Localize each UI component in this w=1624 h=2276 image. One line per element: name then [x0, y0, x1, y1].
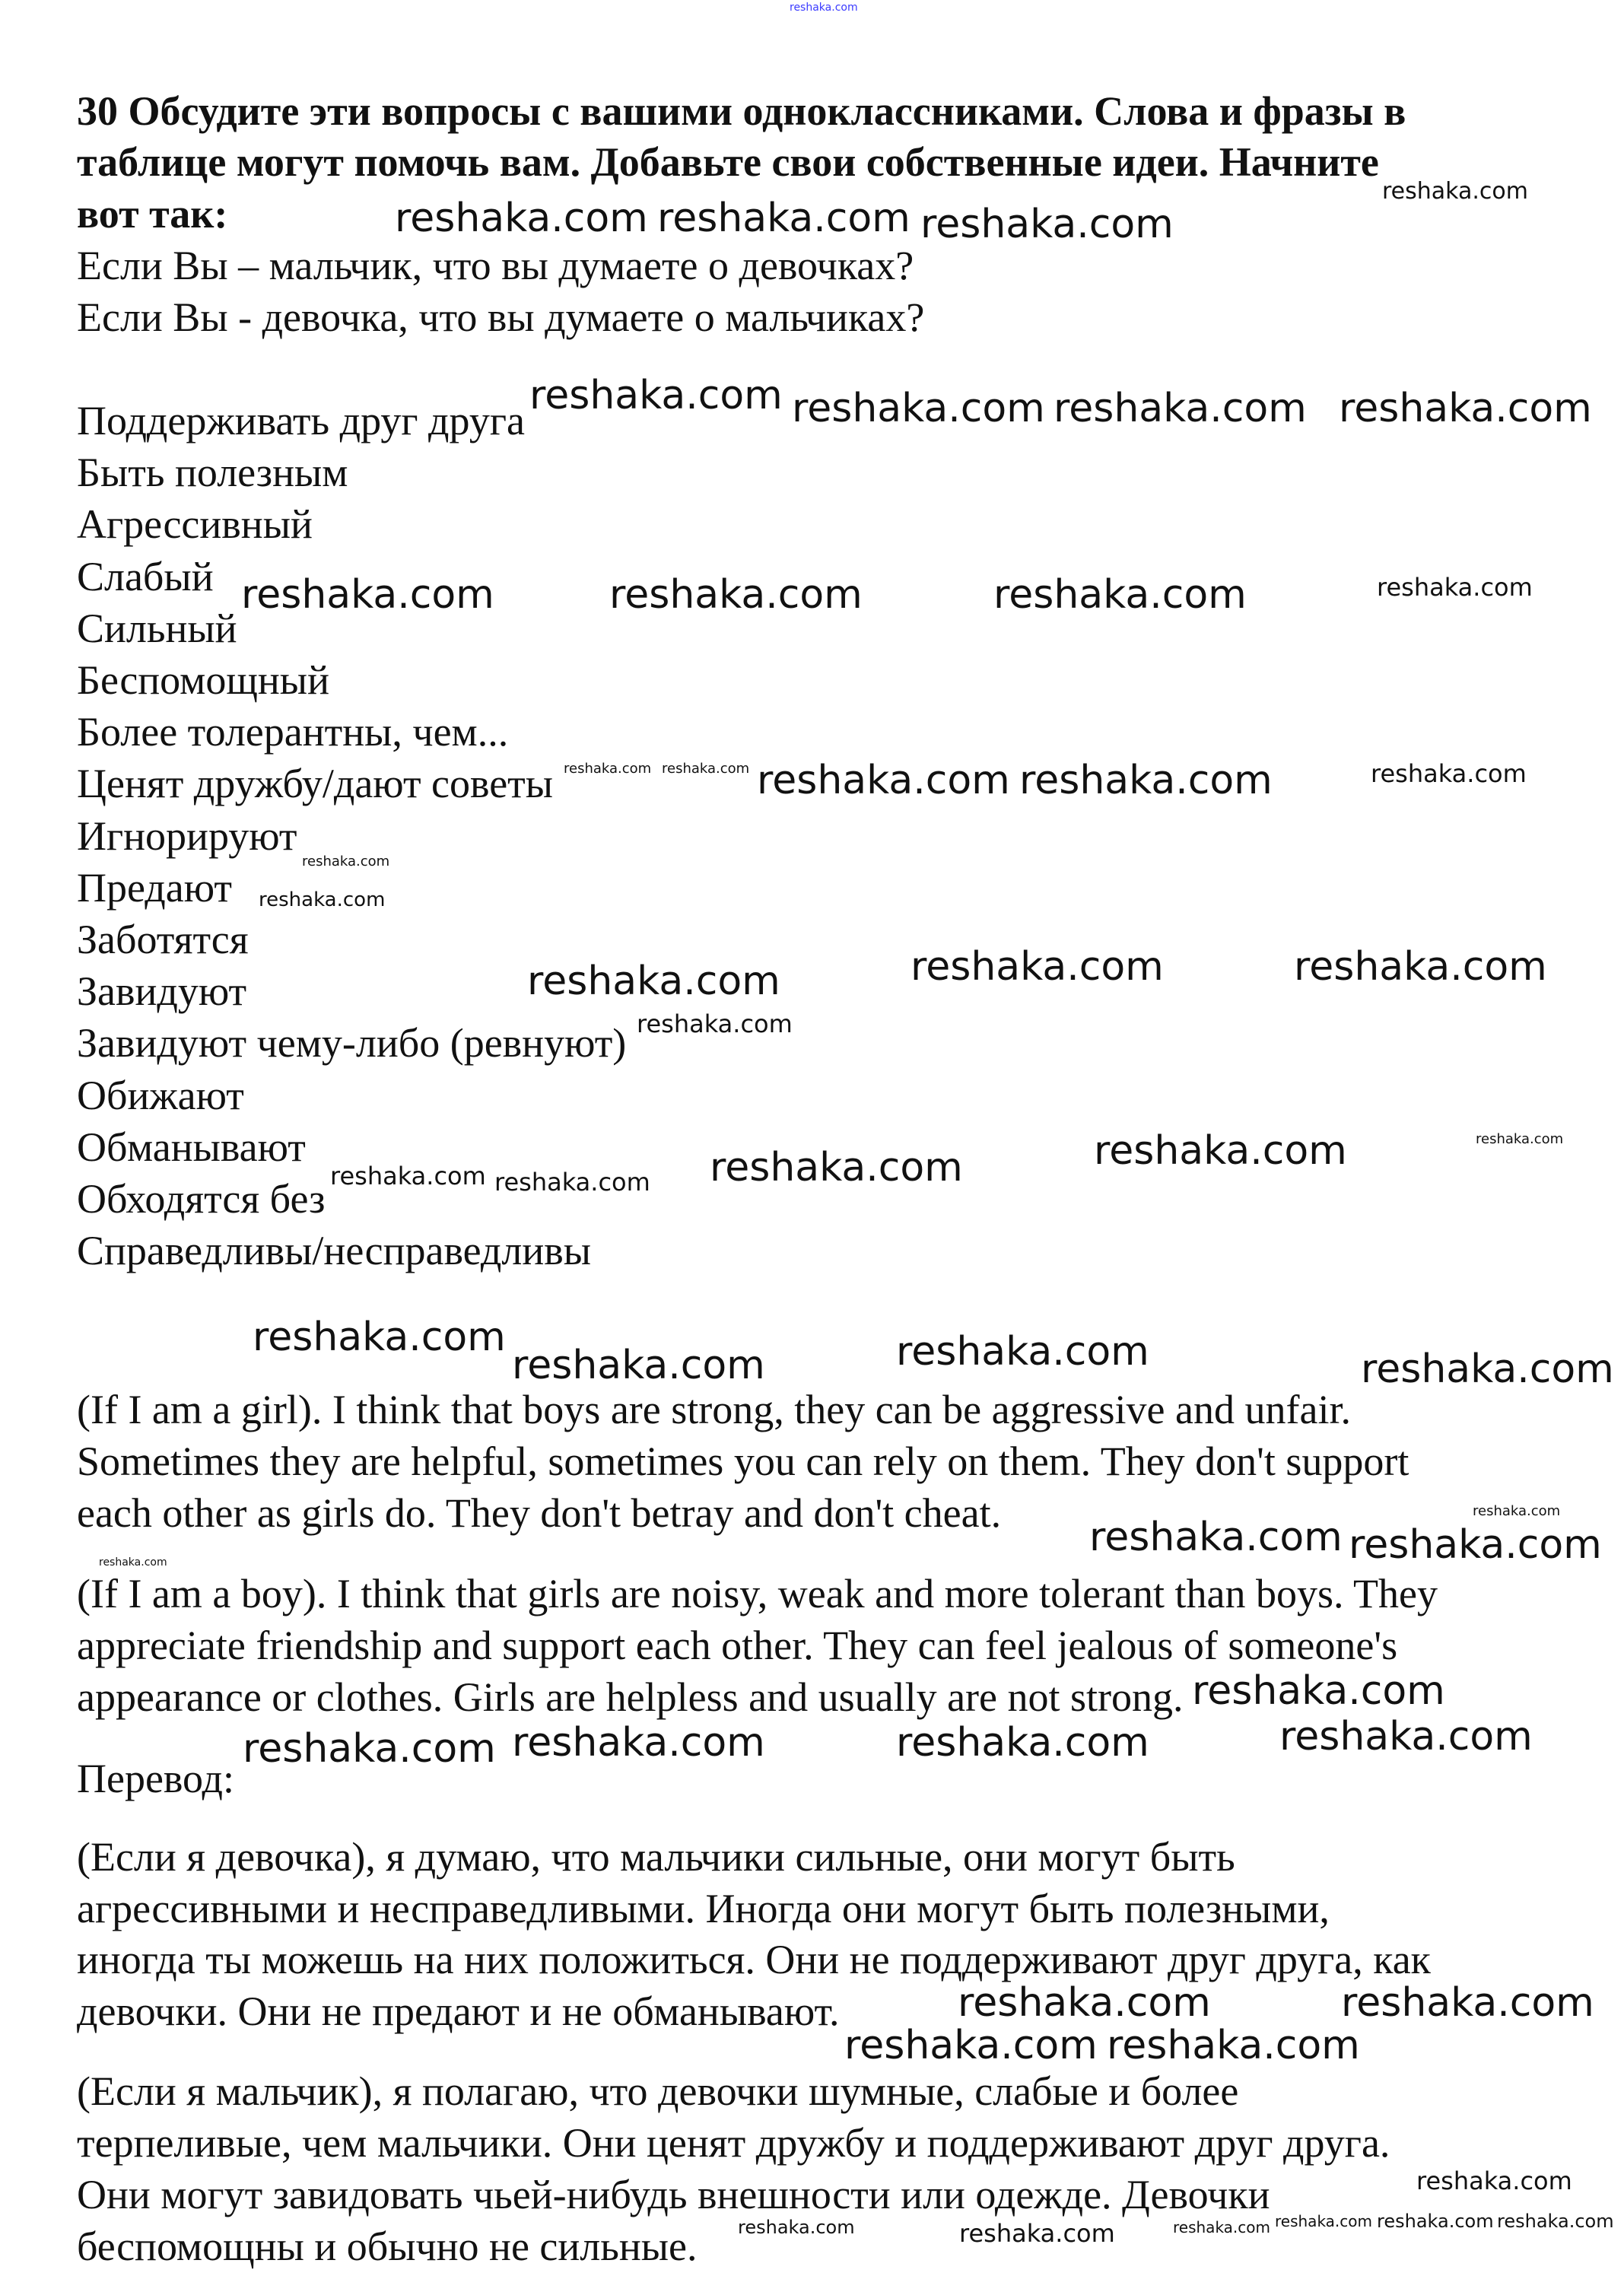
watermark: reshaka.com [1089, 1515, 1343, 1560]
translation-girl-line: иногда ты можешь на них положиться. Они не поддерживают друг друга, как [77, 1937, 1431, 1982]
phrase-item: Ценят дружбу/дают советы [77, 761, 554, 807]
phrase-item: Обижают [77, 1072, 244, 1118]
watermark: reshaka.com [259, 888, 386, 911]
watermark: reshaka.com [710, 1145, 963, 1190]
answer-girl-line: Sometimes they are helpful, sometimes you can rely on them. They don't support [77, 1438, 1409, 1484]
watermark: reshaka.com [1054, 386, 1307, 431]
phrase-item: Сильный [77, 605, 237, 651]
watermark: reshaka.com [494, 1168, 650, 1197]
phrase-item: Слабый [77, 553, 214, 599]
translation-girl-line: агрессивными и несправедливыми. Иногда они могут быть полезными, [77, 1886, 1330, 1931]
watermark: reshaka.com [241, 572, 494, 618]
watermark: reshaka.com [757, 758, 1010, 803]
watermark: reshaka.com [1416, 2166, 1572, 2195]
answer-boy-line: appearance or clothes. Girls are helpless and usually are not strong. [77, 1674, 1184, 1720]
translation-label: Перевод: [77, 1756, 234, 1801]
phrase-item: Обходятся без [77, 1176, 326, 1222]
watermark: reshaka.com [792, 386, 1045, 431]
watermark: reshaka.com [920, 202, 1174, 247]
watermark: reshaka.com [253, 1314, 506, 1360]
phrase-item: Завидуют чему-либо (ревнуют) [77, 1020, 627, 1066]
phrase-item: Поддерживать друг друга [77, 398, 525, 443]
watermark: reshaka.com [512, 1343, 765, 1388]
watermark: reshaka.com [657, 195, 911, 241]
watermark: reshaka.com [637, 1009, 793, 1038]
watermark: reshaka.com [1377, 573, 1533, 602]
watermark: reshaka.com [512, 1720, 765, 1766]
translation-boy-line: терпеливые, чем мальчики. Они ценят дружбу и поддерживают друг друга. [77, 2120, 1390, 2166]
watermark: reshaka.com [1275, 2212, 1372, 2230]
watermark: reshaka.com [993, 572, 1247, 618]
translation-girl-line: девочки. Они не предают и не обманывают. [77, 1988, 840, 2034]
phrase-item: Обманывают [77, 1124, 306, 1170]
watermark: reshaka.com [1341, 1980, 1594, 2026]
watermark: reshaka.com [529, 373, 783, 418]
watermark: reshaka.com [1476, 1131, 1564, 1147]
question-line: Если Вы - девочка, что вы думаете о мальчиках? [77, 294, 925, 340]
answer-boy-line: appreciate friendship and support each other. They can feel jealous of someone's [77, 1623, 1398, 1668]
phrase-item: Более толерантны, чем... [77, 709, 509, 755]
phrase-item: Игнорируют [77, 812, 297, 859]
watermark: reshaka.com [1107, 2023, 1360, 2068]
watermark: reshaka.com [1377, 2211, 1494, 2232]
watermark: reshaka.com [1094, 1128, 1347, 1174]
answer-girl-line: each other as girls do. They don't betray and don't cheat. [77, 1490, 1002, 1536]
answer-girl-line: (If I am a girl). I think that boys are strong, they can be aggressive and unfair. [77, 1387, 1351, 1432]
translation-boy-line: беспомощны и обычно не сильные. [77, 2224, 698, 2269]
answer-boy-line: (If I am a boy). I think that girls are noisy, weak and more tolerant than boys. They [77, 1571, 1438, 1616]
watermark: reshaka.com [1361, 1346, 1614, 1392]
watermark: reshaka.com [564, 761, 652, 777]
phrase-item: Агрессивный [77, 501, 313, 548]
watermark: reshaka.com [844, 2023, 1098, 2068]
watermark: reshaka.com [1294, 944, 1547, 990]
phrase-item: Заботятся [77, 917, 249, 962]
heading-line: вот так: [77, 191, 228, 237]
watermark: reshaka.com [1192, 1668, 1445, 1714]
watermark: reshaka.com [959, 2219, 1115, 2248]
translation-boy-line: Они могут завидовать чьей-нибудь внешности или одежде. Девочки [77, 2172, 1270, 2217]
header-watermark: reshaka.com [790, 2, 858, 14]
watermark: reshaka.com [896, 1720, 1149, 1766]
heading-line: 30 Обсудите эти вопросы с вашими одноклассниками. Слова и фразы в [77, 88, 1406, 134]
watermark: reshaka.com [738, 2217, 855, 2238]
watermark: reshaka.com [243, 1726, 496, 1772]
watermark: reshaka.com [911, 944, 1164, 990]
watermark: reshaka.com [1473, 1503, 1561, 1519]
heading-line: таблице могут помочь вам. Добавьте свои собственные идеи. Начните [77, 139, 1379, 185]
question-line: Если Вы – мальчик, что вы думаете о девочках? [77, 243, 914, 288]
watermark: reshaka.com [395, 195, 648, 241]
watermark: reshaka.com [1382, 178, 1528, 205]
watermark: reshaka.com [1279, 1714, 1533, 1759]
watermark: reshaka.com [1497, 2211, 1614, 2232]
watermark: reshaka.com [1173, 2218, 1270, 2236]
watermark: reshaka.com [1349, 1522, 1602, 1568]
phrase-item: Завидуют [77, 968, 247, 1015]
phrase-item: Быть полезным [77, 450, 348, 496]
watermark: reshaka.com [1371, 759, 1527, 788]
watermark: reshaka.com [1339, 386, 1592, 431]
watermark: reshaka.com [527, 958, 780, 1004]
phrase-item: Справедливы/несправедливы [77, 1228, 592, 1274]
watermark: reshaka.com [609, 572, 863, 618]
watermark: reshaka.com [1019, 758, 1273, 803]
watermark: reshaka.com [330, 1162, 486, 1190]
watermark: reshaka.com [662, 761, 750, 777]
watermark: reshaka.com [302, 854, 390, 869]
phrase-item: Предают [77, 864, 232, 911]
phrase-item: Беспомощный [77, 657, 329, 703]
watermark: reshaka.com [958, 1980, 1211, 2026]
watermark: reshaka.com [99, 1556, 167, 1569]
translation-boy-line: (Если я мальчик), я полагаю, что девочки шумные, слабые и более [77, 2068, 1239, 2114]
watermark: reshaka.com [896, 1329, 1149, 1375]
translation-girl-line: (Если я девочка), я думаю, что мальчики сильные, они могут быть [77, 1834, 1235, 1880]
